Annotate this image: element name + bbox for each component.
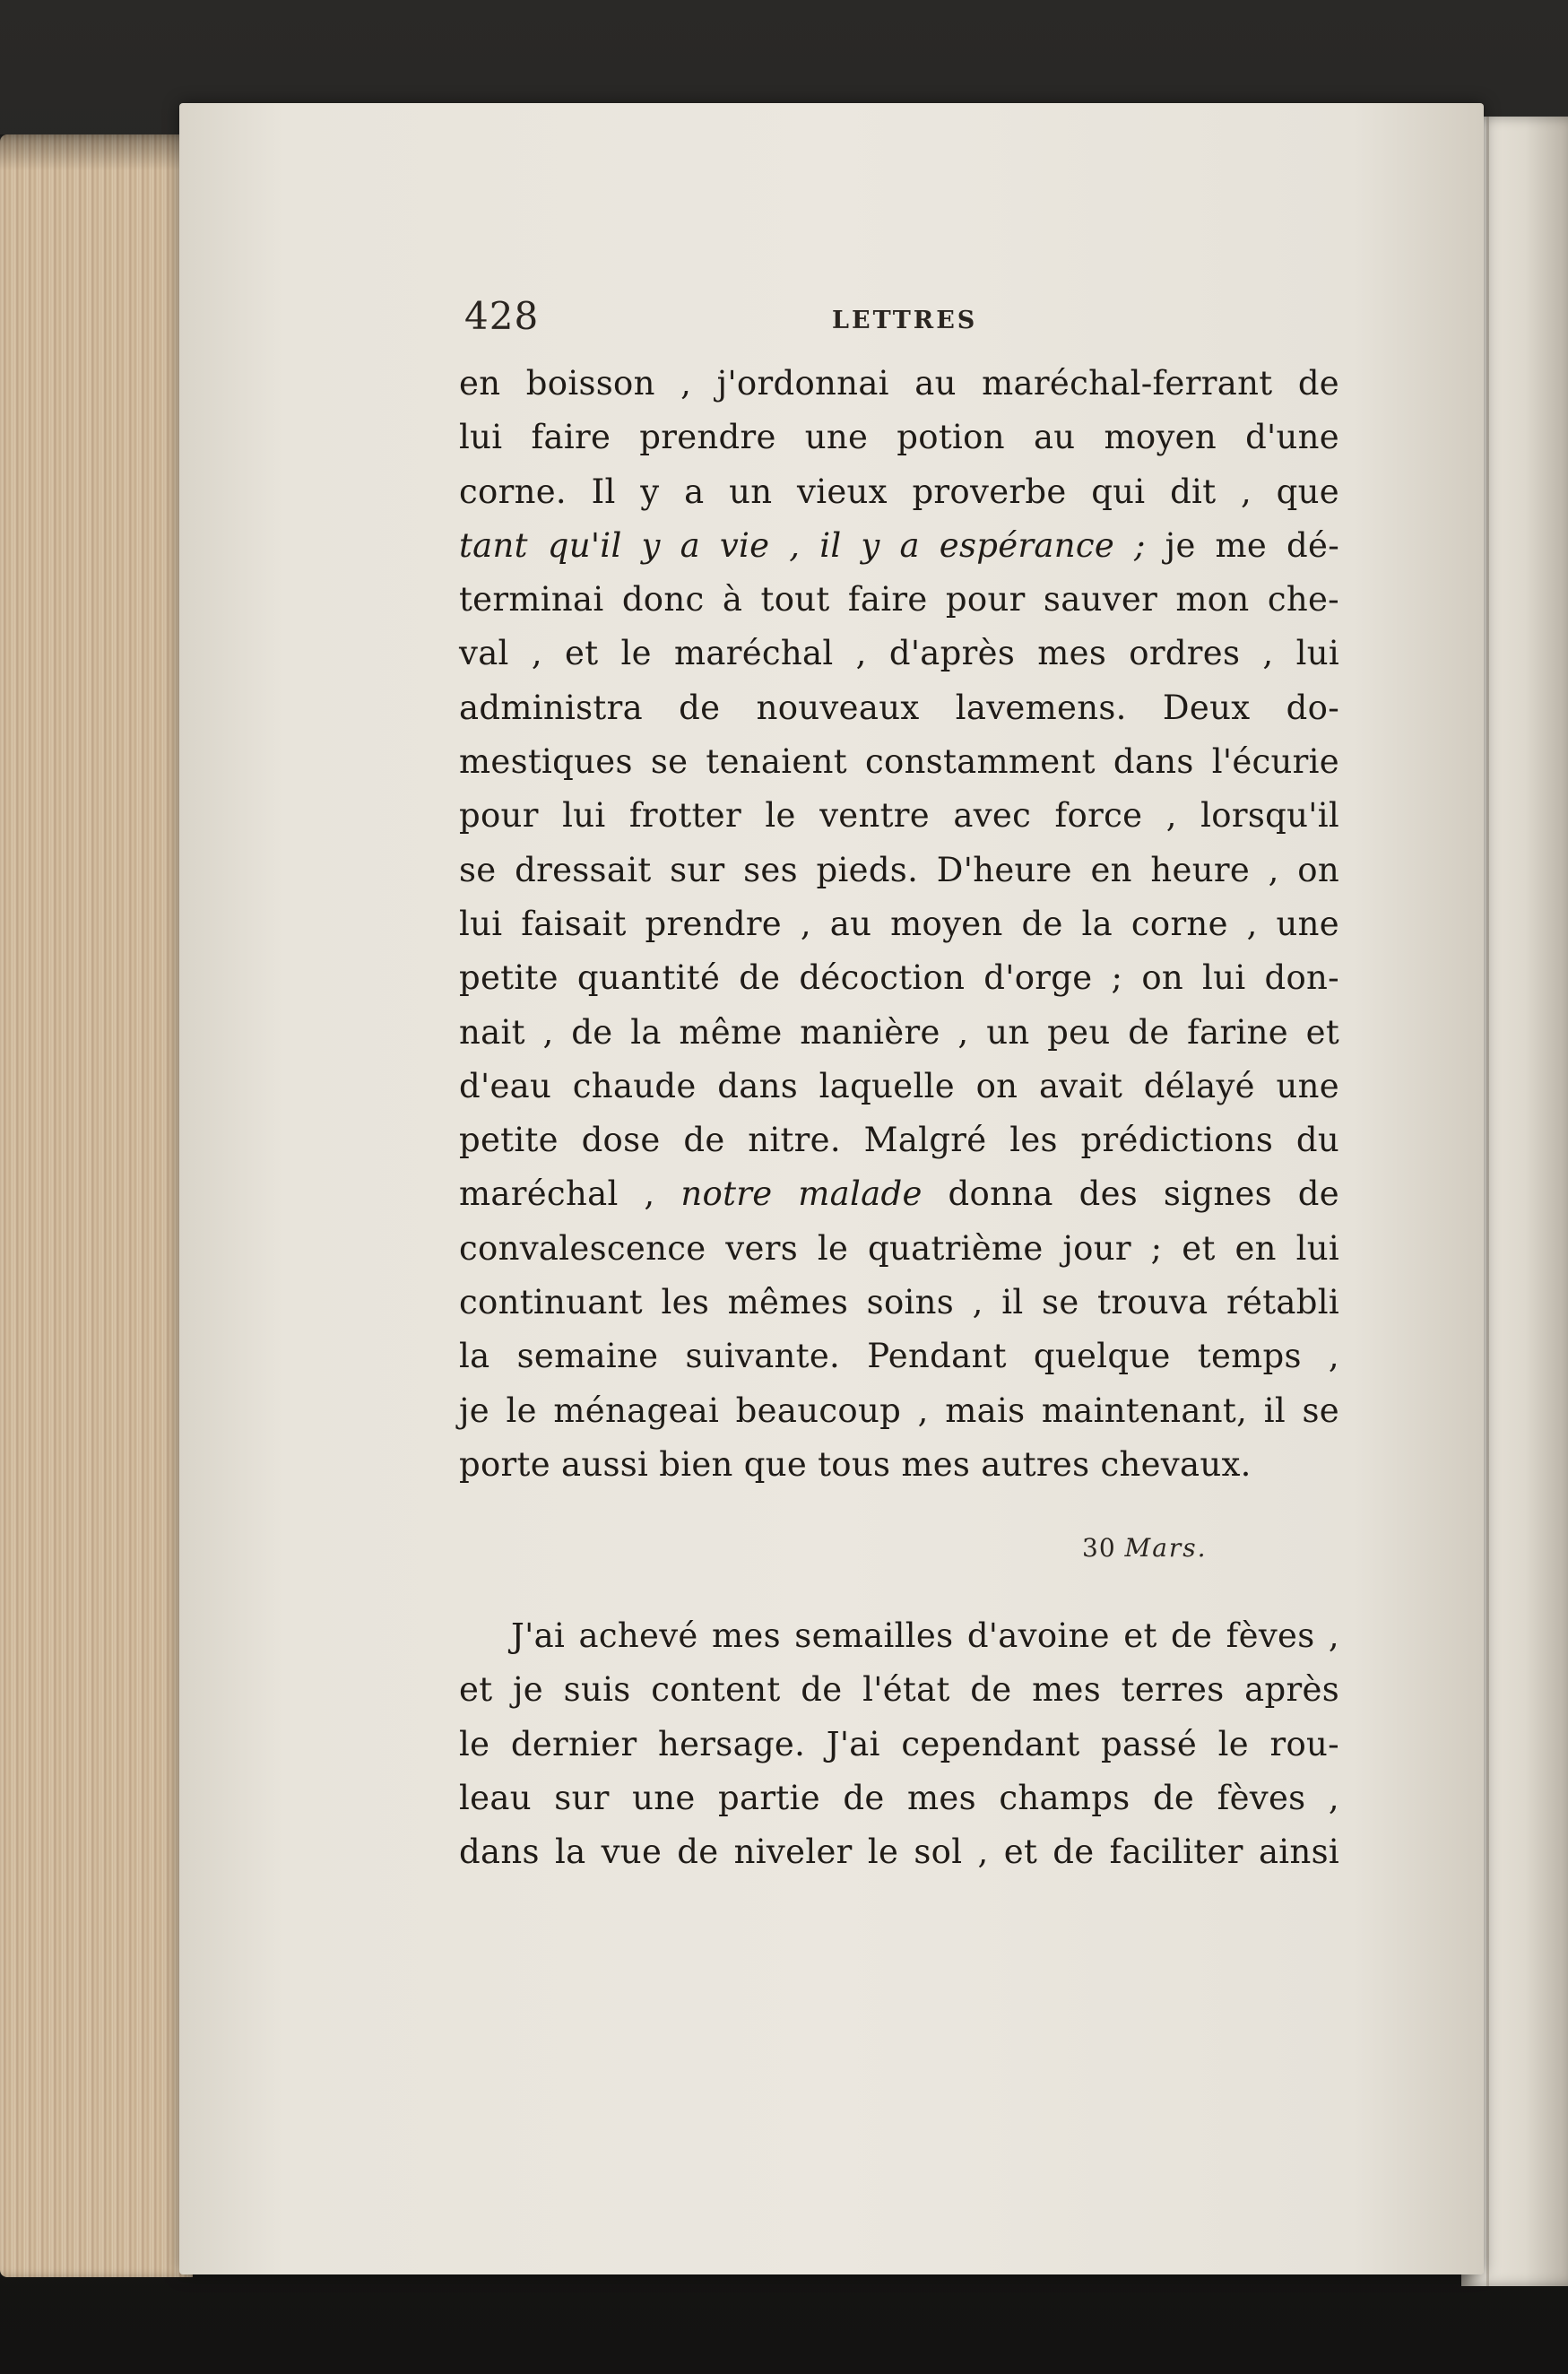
text-run: pour lui frotter le ventre avec force , lorsqu'il bbox=[459, 796, 1339, 836]
text-run: maréchal , bbox=[459, 1174, 681, 1214]
book-page-edges bbox=[0, 134, 193, 2277]
text-line bbox=[459, 844, 1339, 897]
text-run: continuant les mêmes soins , il se trouva rétabli bbox=[459, 1283, 1339, 1322]
paragraph-2 bbox=[459, 1609, 1339, 1879]
text-run: dans la vue de niveler le sol , et de faciliter ainsi bbox=[459, 1832, 1339, 1872]
text-run: petite quantité de décoction d'orge ; on lui don- bbox=[459, 958, 1339, 998]
text-run: je le ménageai beaucoup , mais maintenant, il se bbox=[459, 1391, 1339, 1430]
dateline bbox=[1082, 1533, 1208, 1563]
text-run: porte aussi bien que tous mes autres chevaux. bbox=[459, 1444, 1252, 1484]
text-run: corne. Il y a un vieux proverbe qui dit , que bbox=[459, 472, 1339, 511]
text-run: convalescence vers le quatrième jour ; et en lui bbox=[459, 1228, 1339, 1268]
text-line bbox=[459, 1384, 1339, 1438]
text-run: je me dé- bbox=[1145, 525, 1340, 565]
text-run: terminai donc à tout faire pour sauver mon che- bbox=[459, 580, 1339, 619]
text-line bbox=[459, 1006, 1339, 1060]
text-line bbox=[459, 1772, 1339, 1825]
text-run: la semaine suivante. Pendant quelque temps , bbox=[459, 1337, 1339, 1376]
text-line bbox=[459, 681, 1339, 735]
text-line bbox=[459, 789, 1339, 843]
text-line bbox=[459, 1438, 1339, 1492]
text-run: leau sur une partie de mes champs de fèves , bbox=[459, 1778, 1339, 1817]
text-run: et je suis content de l'état de mes terres après bbox=[459, 1670, 1339, 1710]
text-run: nait , de la même manière , un peu de farine et bbox=[459, 1012, 1339, 1052]
dateline-day: 30 bbox=[1082, 1533, 1116, 1563]
page-number: 428 bbox=[464, 294, 540, 338]
text-run: administra de nouveaux lavemens. Deux do- bbox=[459, 688, 1339, 727]
text-line bbox=[459, 627, 1339, 680]
running-title: LETTRES bbox=[832, 307, 978, 334]
page-header bbox=[464, 294, 1343, 348]
text-line bbox=[459, 897, 1339, 951]
text-run: d'eau chaude dans laquelle on avait délayé une bbox=[459, 1066, 1339, 1105]
text-line bbox=[459, 735, 1339, 789]
text-line bbox=[459, 1718, 1339, 1772]
text-line bbox=[459, 519, 1339, 573]
text-line bbox=[459, 1330, 1339, 1383]
text-line bbox=[459, 1825, 1339, 1879]
text-line bbox=[459, 1060, 1339, 1113]
text-run: se dressait sur ses pieds. D'heure en heure , on bbox=[459, 850, 1339, 889]
text-line bbox=[459, 357, 1339, 411]
dateline-month: Mars. bbox=[1124, 1533, 1208, 1563]
text-line bbox=[459, 951, 1339, 1005]
text-run: en boisson , j'ordonnai au maréchal-ferrant de bbox=[459, 364, 1339, 403]
paragraph-1 bbox=[459, 357, 1339, 1492]
text-line bbox=[459, 411, 1339, 464]
text-line bbox=[459, 1609, 1339, 1663]
italic-text: notre malade bbox=[680, 1174, 923, 1214]
text-run: donna des signes de bbox=[922, 1174, 1339, 1214]
text-line bbox=[459, 1113, 1339, 1167]
text-run: lui faire prendre une potion au moyen d'une bbox=[459, 418, 1339, 457]
text-line bbox=[459, 465, 1339, 519]
italic-text: tant qu'il y a vie , il y a espérance ; bbox=[459, 525, 1146, 565]
text-run: mestiques se tenaient constamment dans l'écurie bbox=[459, 742, 1339, 782]
text-run: J'ai achevé mes semailles d'avoine et de fèves , bbox=[511, 1616, 1339, 1655]
text-line bbox=[459, 573, 1339, 627]
text-run: le dernier hersage. J'ai cependant passé le rou- bbox=[459, 1724, 1339, 1763]
text-line bbox=[459, 1276, 1339, 1330]
text-line bbox=[459, 1167, 1339, 1221]
text-run: petite dose de nitre. Malgré les prédictions du bbox=[459, 1121, 1339, 1160]
text-line bbox=[459, 1663, 1339, 1717]
text-run: val , et le maréchal , d'après mes ordres , lui bbox=[459, 634, 1339, 673]
text-line bbox=[459, 1222, 1339, 1276]
text-run: lui faisait prendre , au moyen de la corne , une bbox=[459, 904, 1339, 943]
